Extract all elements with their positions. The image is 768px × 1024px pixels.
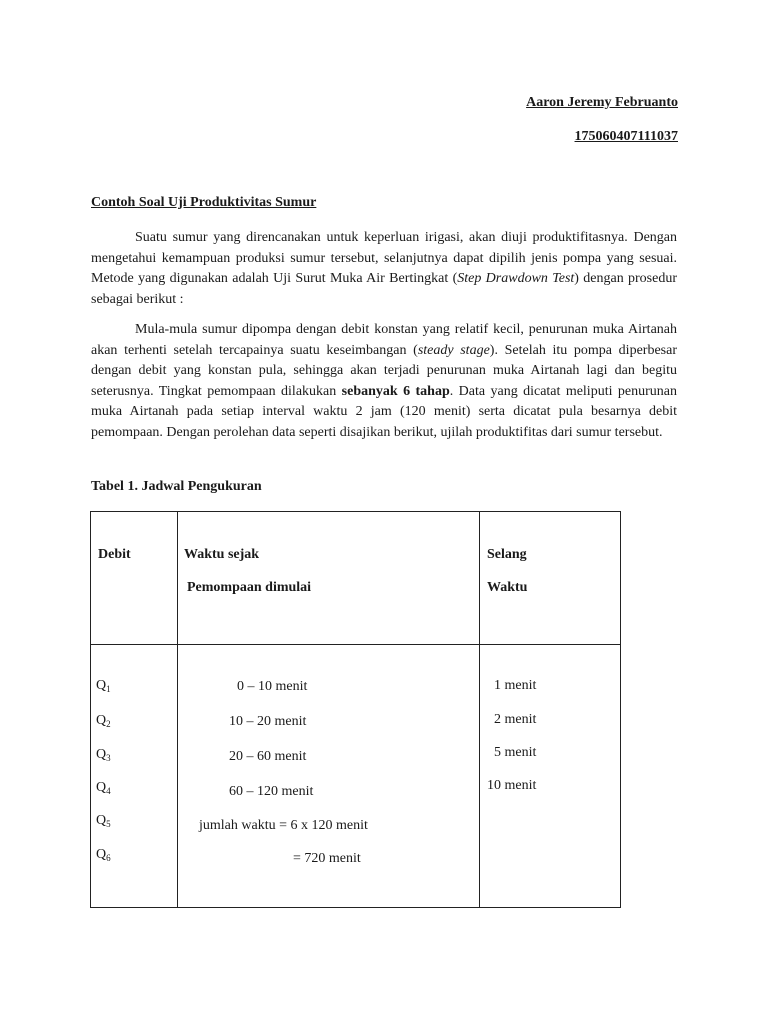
debit-symbol: Q (96, 847, 107, 862)
header-selang-line1: Selang (487, 547, 527, 562)
selang-row: 10 menit (487, 778, 537, 793)
header-waktu-line1: Waktu sejak (184, 547, 260, 562)
debit-subscript: 1 (106, 684, 111, 694)
paragraph-intro-italic: Step Drawdown Test (457, 271, 575, 286)
debit-row (96, 678, 111, 694)
paragraph-procedure-bold: sebanyak 6 tahap (341, 383, 450, 399)
selang-row: 2 menit (494, 712, 537, 727)
debit-symbol: Q (96, 747, 107, 762)
paragraph-intro-text-b: ) dengan prosedur sebagai berikut : (91, 271, 677, 307)
debit-subscript: 5 (106, 819, 111, 829)
paragraph-procedure (91, 320, 677, 443)
table-column-divider (177, 512, 178, 907)
header-debit: Debit (98, 547, 131, 562)
debit-row (96, 713, 111, 729)
debit-row (96, 813, 111, 829)
total-time-line2: = 720 menit (293, 851, 361, 866)
header-waktu-line2: Pemompaan dimulai (187, 580, 312, 595)
header-selang-line2: Waktu (487, 580, 528, 595)
paragraph-intro-text-a: Suatu sumur yang direncanakan untuk keperluan irigasi, akan diuji produktifitasnya. Dengan mengetahui kemampuan produksi sumur tersebut, selanjutnya dapat dipilih jenis pompa yang sesuai. Metode yang digunakan adalah Uji Surut Muka Air Bertingkat ( (91, 230, 677, 286)
debit-subscript: 4 (106, 786, 111, 796)
selang-row: 5 menit (494, 745, 537, 760)
selang-row: 1 menit (494, 678, 537, 693)
waktu-row: 20 – 60 menit (229, 749, 307, 764)
debit-subscript: 3 (106, 753, 111, 763)
debit-row (96, 747, 111, 763)
table-column-divider (479, 512, 480, 907)
paragraph-procedure-italic: steady stage (417, 342, 490, 358)
debit-row (96, 847, 111, 863)
paragraph-procedure-text-a: Mula-mula sumur dipompa dengan debit konstan yang relatif kecil, penurunan muka Airtanah akan terhenti setelah tercapainya suatu keseimbangan ( (91, 322, 677, 358)
measurement-table (90, 511, 621, 908)
waktu-row: 60 – 120 menit (229, 784, 314, 799)
author-name: Aaron Jeremy Februanto (526, 95, 678, 110)
paragraph-procedure-text-b: ). Setelah itu pompa diperbesar dengan debit yang konstan pula, sehingga akan terjadi penurunan muka Airtanah lagi dan begitu seterusnya. Tingkat pemompaan dilakukan (91, 342, 677, 399)
debit-subscript: 6 (106, 853, 111, 863)
debit-row (96, 780, 111, 796)
debit-symbol: Q (96, 780, 107, 795)
author-student-id: 175060407111037 (574, 129, 678, 144)
paragraph-intro (91, 228, 677, 310)
document-title: Contoh Soal Uji Produktivitas Sumur (91, 195, 317, 210)
paragraph-procedure-text-c: . Data yang dicatat meliputi penurunan muka Airtanah pada setiap interval waktu 2 jam (120 menit) serta dicatat pula besarnya debit pemompaan. Dengan perolehan data seperti disajikan berikut, ujilah produktifitas dari sumur tersebut. (91, 383, 677, 440)
waktu-row: 10 – 20 menit (229, 714, 307, 729)
debit-symbol: Q (96, 678, 107, 693)
total-time-line1: jumlah waktu = 6 x 120 menit (199, 818, 368, 833)
debit-subscript: 2 (106, 719, 111, 729)
debit-symbol: Q (96, 813, 107, 828)
table-caption: Tabel 1. Jadwal Pengukuran (91, 479, 262, 494)
waktu-row: 0 – 10 menit (237, 679, 308, 694)
table-header-divider (91, 644, 620, 645)
debit-symbol: Q (96, 713, 107, 728)
